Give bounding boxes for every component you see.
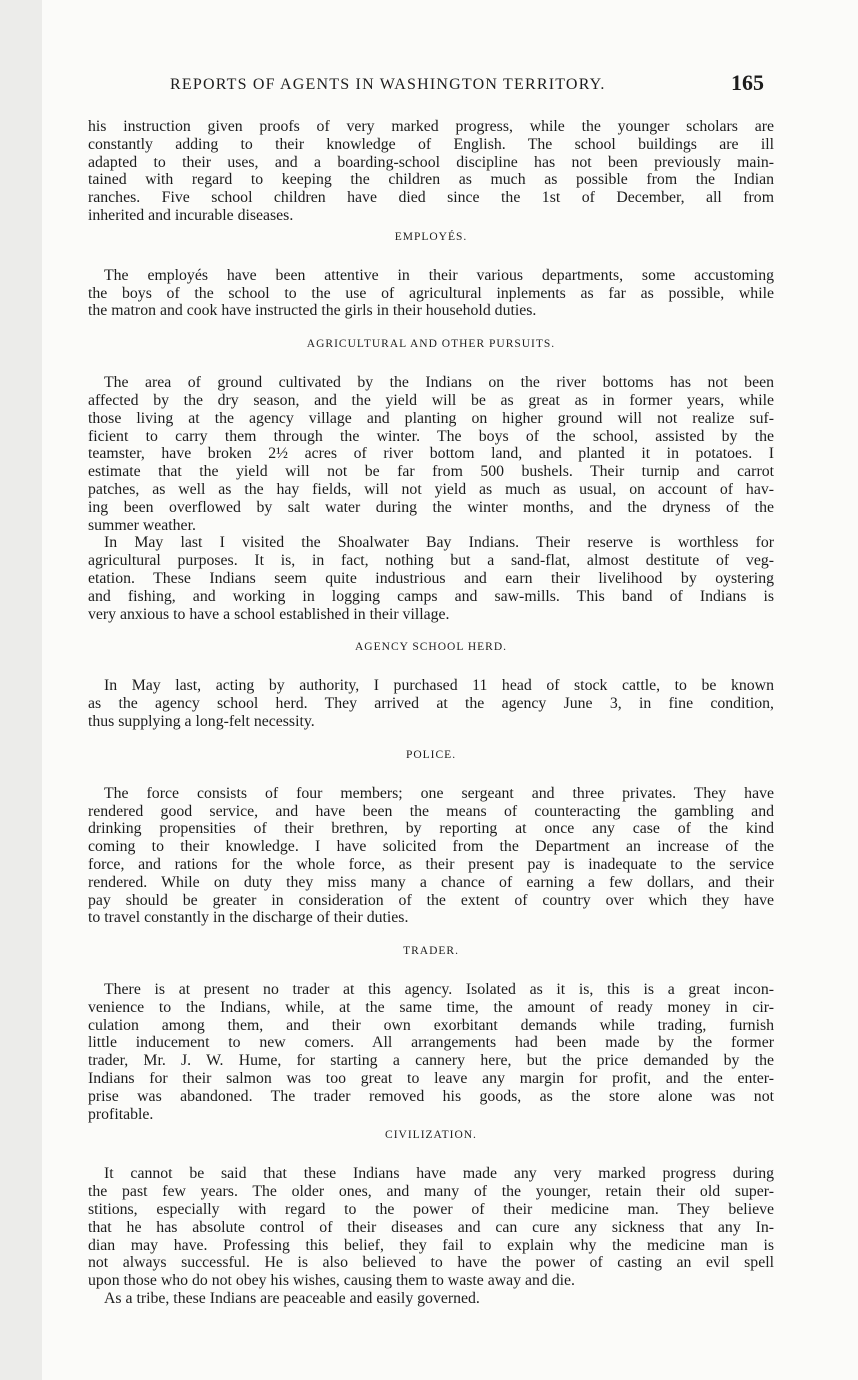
text-line: rendered good service, and have been the means of counteracting the gambling and	[88, 802, 774, 820]
text-line: inherited and incurable diseases.	[88, 206, 294, 224]
text-line: that he has absolute control of their diseases and can cure any sickness that any In-	[88, 1218, 774, 1236]
text-line: coming to their knowledge. I have solicited from the Department an increase of the	[88, 838, 774, 856]
section-heading-trader: TRADER.	[403, 945, 459, 958]
paragraph-employes	[88, 267, 774, 320]
text-line: as the agency school herd. They arrived at the agency June 3, in fine condition,	[88, 695, 774, 713]
text-line: There is at present no trader at this agency. Isolated as it is, this is a great incon-	[104, 981, 774, 999]
text-line: constantly adding to their knowledge of English. The school buildings are ill	[88, 135, 774, 153]
text-line: profitable.	[88, 1105, 154, 1123]
text-line: the matron and cook have instructed the girls in their household duties.	[88, 302, 537, 320]
text-line: dian may have. Professing this belief, they fail to explain why the medicine man is	[88, 1236, 774, 1254]
text-line: his instruction given proofs of very marked progress, while the younger scholars are	[88, 118, 774, 135]
text-line: the boys of the school to the use of agricultural inplements as far as possible, while	[88, 284, 774, 302]
text-line: It cannot be said that these Indians have made any very marked progress during	[104, 1165, 774, 1183]
text-line: adapted to their uses, and a boarding-school discipline has not been previously main-	[88, 153, 774, 171]
text-line: force, and rations for the whole force, as their present pay is inadequate to the service	[88, 855, 774, 873]
text-line: rendered. While on duty they miss many a chance of earning a few dollars, and their	[88, 873, 774, 891]
text-line: very anxious to have a school established in their village.	[88, 605, 450, 623]
text-line: thus supplying a long-felt necessity.	[88, 712, 315, 730]
text-line: culation among them, and their own exorbitant demands while trading, furnish	[88, 1016, 774, 1034]
scan-gutter	[0, 0, 42, 1380]
text-line: drinking propensities of their brethren, by reporting at once any case of the kind	[88, 820, 774, 838]
paragraph-trader	[88, 981, 774, 1123]
paragraph-herd	[88, 677, 774, 730]
text-line: venience to the Indians, while, at the same time, the amount of ready money in cir-	[88, 998, 774, 1016]
text-line: The employés have been attentive in their various departments, some accustoming	[104, 266, 774, 284]
text-line: to travel constantly in the discharge of their duties.	[88, 909, 409, 927]
text-line: ing been overflowed by salt water during the winter months, and the dryness of the	[88, 498, 774, 516]
paragraph-police	[88, 785, 774, 927]
section-heading-agricultural: AGRICULTURAL AND OTHER PURSUITS.	[306, 338, 556, 351]
text-line: upon those who do not obey his wishes, causing them to waste away and die.	[88, 1272, 575, 1290]
text-line: not always successful. He is also believed to have the power of casting an evil spell	[88, 1254, 774, 1272]
text-line: estimate that the yield will not be far from 500 bushels. Their turnip and carrot	[88, 463, 774, 481]
section-heading-herd: AGENCY SCHOOL HERD.	[355, 641, 507, 654]
running-title: REPORTS OF AGENTS IN WASHINGTON TERRITORY.	[170, 76, 606, 93]
body-text	[88, 118, 774, 1308]
text-line: In May last I visited the Shoalwater Bay Indians. Their reserve is worthless for	[104, 534, 774, 552]
text-line: etation. These Indians seem quite industrious and earn their livelihood by oystering	[88, 569, 774, 587]
text-line: In May last, acting by authority, I purchased 11 head of stock cattle, to be known	[104, 677, 774, 695]
text-line: teamster, have broken 2½ acres of river bottom land, and planted it in potatoes. I	[88, 445, 774, 463]
paragraph-intro	[88, 118, 774, 225]
section-heading-employes: EMPLOYÉS.	[394, 230, 468, 243]
text-line: affected by the dry season, and the yield will be as great as in former years, while	[88, 391, 774, 409]
text-line: the past few years. The older ones, and many of the younger, retain their old super-	[88, 1183, 774, 1201]
text-line: little inducement to new comers. All arrangements had been made by the former	[88, 1034, 774, 1052]
text-line: and fishing, and working in logging camps and saw-mills. This band of Indians is	[88, 587, 774, 605]
text-line: summer weather.	[88, 516, 196, 534]
text-line: ficient to carry them through the winter. The boys of the school, assisted by the	[88, 427, 774, 445]
paragraph-agricultural	[88, 374, 774, 623]
text-line: trader, Mr. J. W. Hume, for starting a cannery here, but the price demanded by the	[88, 1052, 774, 1070]
text-line: those living at the agency village and planting on higher ground will not realize suf-	[88, 409, 774, 427]
text-line: pay should be greater in consideration of the extent of country over which they have	[88, 891, 774, 909]
text-line: The area of ground cultivated by the Indians on the river bottoms has not been	[104, 374, 774, 392]
text-line: Indians for their salmon was too great to leave any margin for profit, and the enter-	[88, 1070, 774, 1088]
text-line: patches, as well as the hay fields, will not yield as much as usual, on account of hav-	[88, 480, 774, 498]
text-line: prise was abandoned. The trader removed his goods, as the store alone was not	[88, 1087, 774, 1105]
text-line: stitions, especially with regard to the power of their medicine man. They believe	[88, 1201, 774, 1219]
text-line: The force consists of four members; one sergeant and three privates. They have	[104, 784, 774, 802]
section-heading-police: POLICE.	[405, 748, 457, 761]
section-heading-civilization: CIVILIZATION.	[385, 1129, 477, 1142]
text-line: ranches. Five school children have died since the 1st of December, all from	[88, 189, 774, 207]
paragraph-civilization	[88, 1165, 774, 1307]
text-line: As a tribe, these Indians are peaceable and easily governed.	[104, 1290, 480, 1308]
text-line: agricultural purposes. It is, in fact, nothing but a sand-flat, almost destitute of veg-	[88, 552, 774, 570]
page-number: 165	[731, 70, 764, 95]
text-line: tained with regard to keeping the children as much as possible from the Indian	[88, 171, 774, 189]
